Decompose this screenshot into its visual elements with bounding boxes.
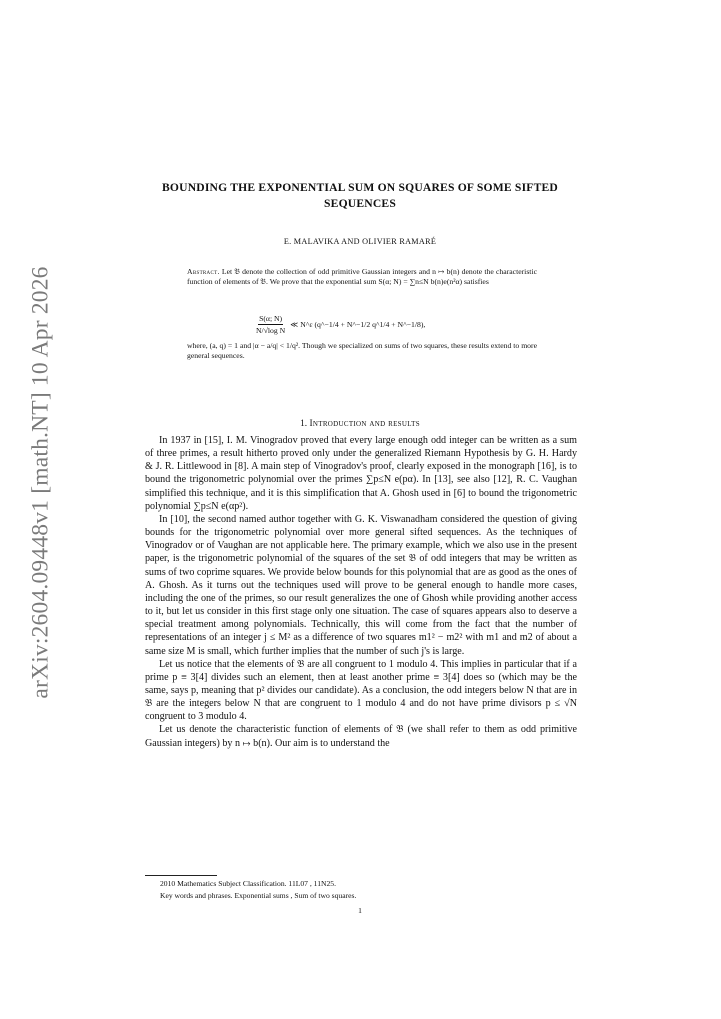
abstract-block bbox=[187, 267, 537, 288]
page-number: 1 bbox=[358, 906, 362, 915]
abstract-text-before: Let 𝔅 denote the collection of odd primitive Gaussian integers and n ↦ b(n) denote the characteristic function of elements of 𝔅. We prove that the exponential sum S(α; N) = ∑n≤N b(n)e(n²α) satisfies bbox=[187, 267, 537, 287]
abstract-formula bbox=[256, 311, 425, 337]
footnote-msc: 2010 Mathematics Subject Classification. 11L07 , 11N25. bbox=[160, 879, 336, 888]
formula-denominator: N/√log N bbox=[256, 325, 286, 335]
paragraph-2: In [10], the second named author together with G. K. Viswanadham considered the question of giving bounds for the trigonometric polynomial over more general sifted sequences. As the techniques of Vinogradov or of Vaughan are not applicable here. The primary example, which we also use in the present paper, is the trigonometric polynomial of the squares of the set 𝔅 of odd integers that may be written as sums of two coprime squares. We provide below bounds for this polynomial that are as good as the ones of A. Ghosh. As it turns out the techniques used will prove to be general enough to handle more cases, including the one of the primes, so our result generalizes the one of Ghosh while providing another access to it, but let us consider in this first stage only one situation. The case of squares appears also to deserve a special treatment among polynomials. Technically, this will come from the fact that the number of representations of an integer j ≤ M² as a difference of two squares m1² − m2² with m1 and m2 of about a same size M is small, which further implies that the number of such j's is large. bbox=[145, 513, 577, 657]
formula-right-side: ≪ N^ε (q^−1/4 + N^−1/2 q^1/4 + N^−1/8), bbox=[290, 319, 426, 329]
section-number: 1. bbox=[300, 419, 308, 429]
paragraph-1: In 1937 in [15], I. M. Vinogradov proved that every large enough odd integer can be written as a sum of three primes, a result hitherto proved only under the generalized Riemann Hypothesis by G. H. Hardy & J. R. Littlewood in [8]. A main step of Vinogradov's proof, clearly exposed in the monograph [16], is to bound the trigonometric polynomial over the primes ∑p≤N e(pα). In [13], see also [12], R. C. Vaughan simplified this technique, and it is this simplification that A. Ghosh used in [6] to bound the trigonometric polynomial ∑p≤N e(αp²). bbox=[145, 435, 577, 512]
paper-authors: E. MALAVIKA AND OLIVIER RAMARÉ bbox=[283, 237, 437, 246]
body-text bbox=[145, 434, 577, 750]
paragraph-4: Let us denote the characteristic function of elements of 𝔅 (we shall refer to them as odd primitive Gaussian integers) by n ↦ b(n). Our aim is to understand the bbox=[145, 724, 577, 749]
arxiv-identifier-text: arXiv:2604.09448v1 [math.NT] 10 Apr 2026 bbox=[27, 265, 54, 699]
section-heading bbox=[140, 419, 580, 429]
abstract-text-after: where, (a, q) = 1 and |α − a/q| < 1/q². Though we specialized on sums of two squares, these results extend to more general sequences. bbox=[187, 341, 537, 361]
formula-fraction bbox=[256, 314, 285, 335]
abstract-label: Abstract. bbox=[187, 267, 220, 276]
paper-title: BOUNDING THE EXPONENTIAL SUM ON SQUARES OF SOME SIFTED SEQUENCES bbox=[161, 181, 559, 210]
formula-numerator: S(α; N) bbox=[259, 313, 283, 323]
footnote-divider bbox=[145, 875, 217, 876]
section-title: Introduction and results bbox=[309, 419, 420, 429]
paragraph-3: Let us notice that the elements of 𝔅 are all congruent to 1 modulo 4. This implies in particular that if a prime p ≡ 3[4] divides such an element, then at least another prime ≡ 3[4] does so (which may be the same, says p, meaning that p² divides our candidate). As a conclusion, the odd integers below N that are in 𝔅 are the integers below N that are congruent to 1 modulo 4 and do not have prime divisors p ≤ √N congruent to 3 modulo 4. bbox=[145, 658, 577, 723]
footnote-keywords: Key words and phrases. Exponential sums , Sum of two squares. bbox=[160, 891, 357, 900]
arxiv-identifier-stamp bbox=[21, 265, 61, 699]
